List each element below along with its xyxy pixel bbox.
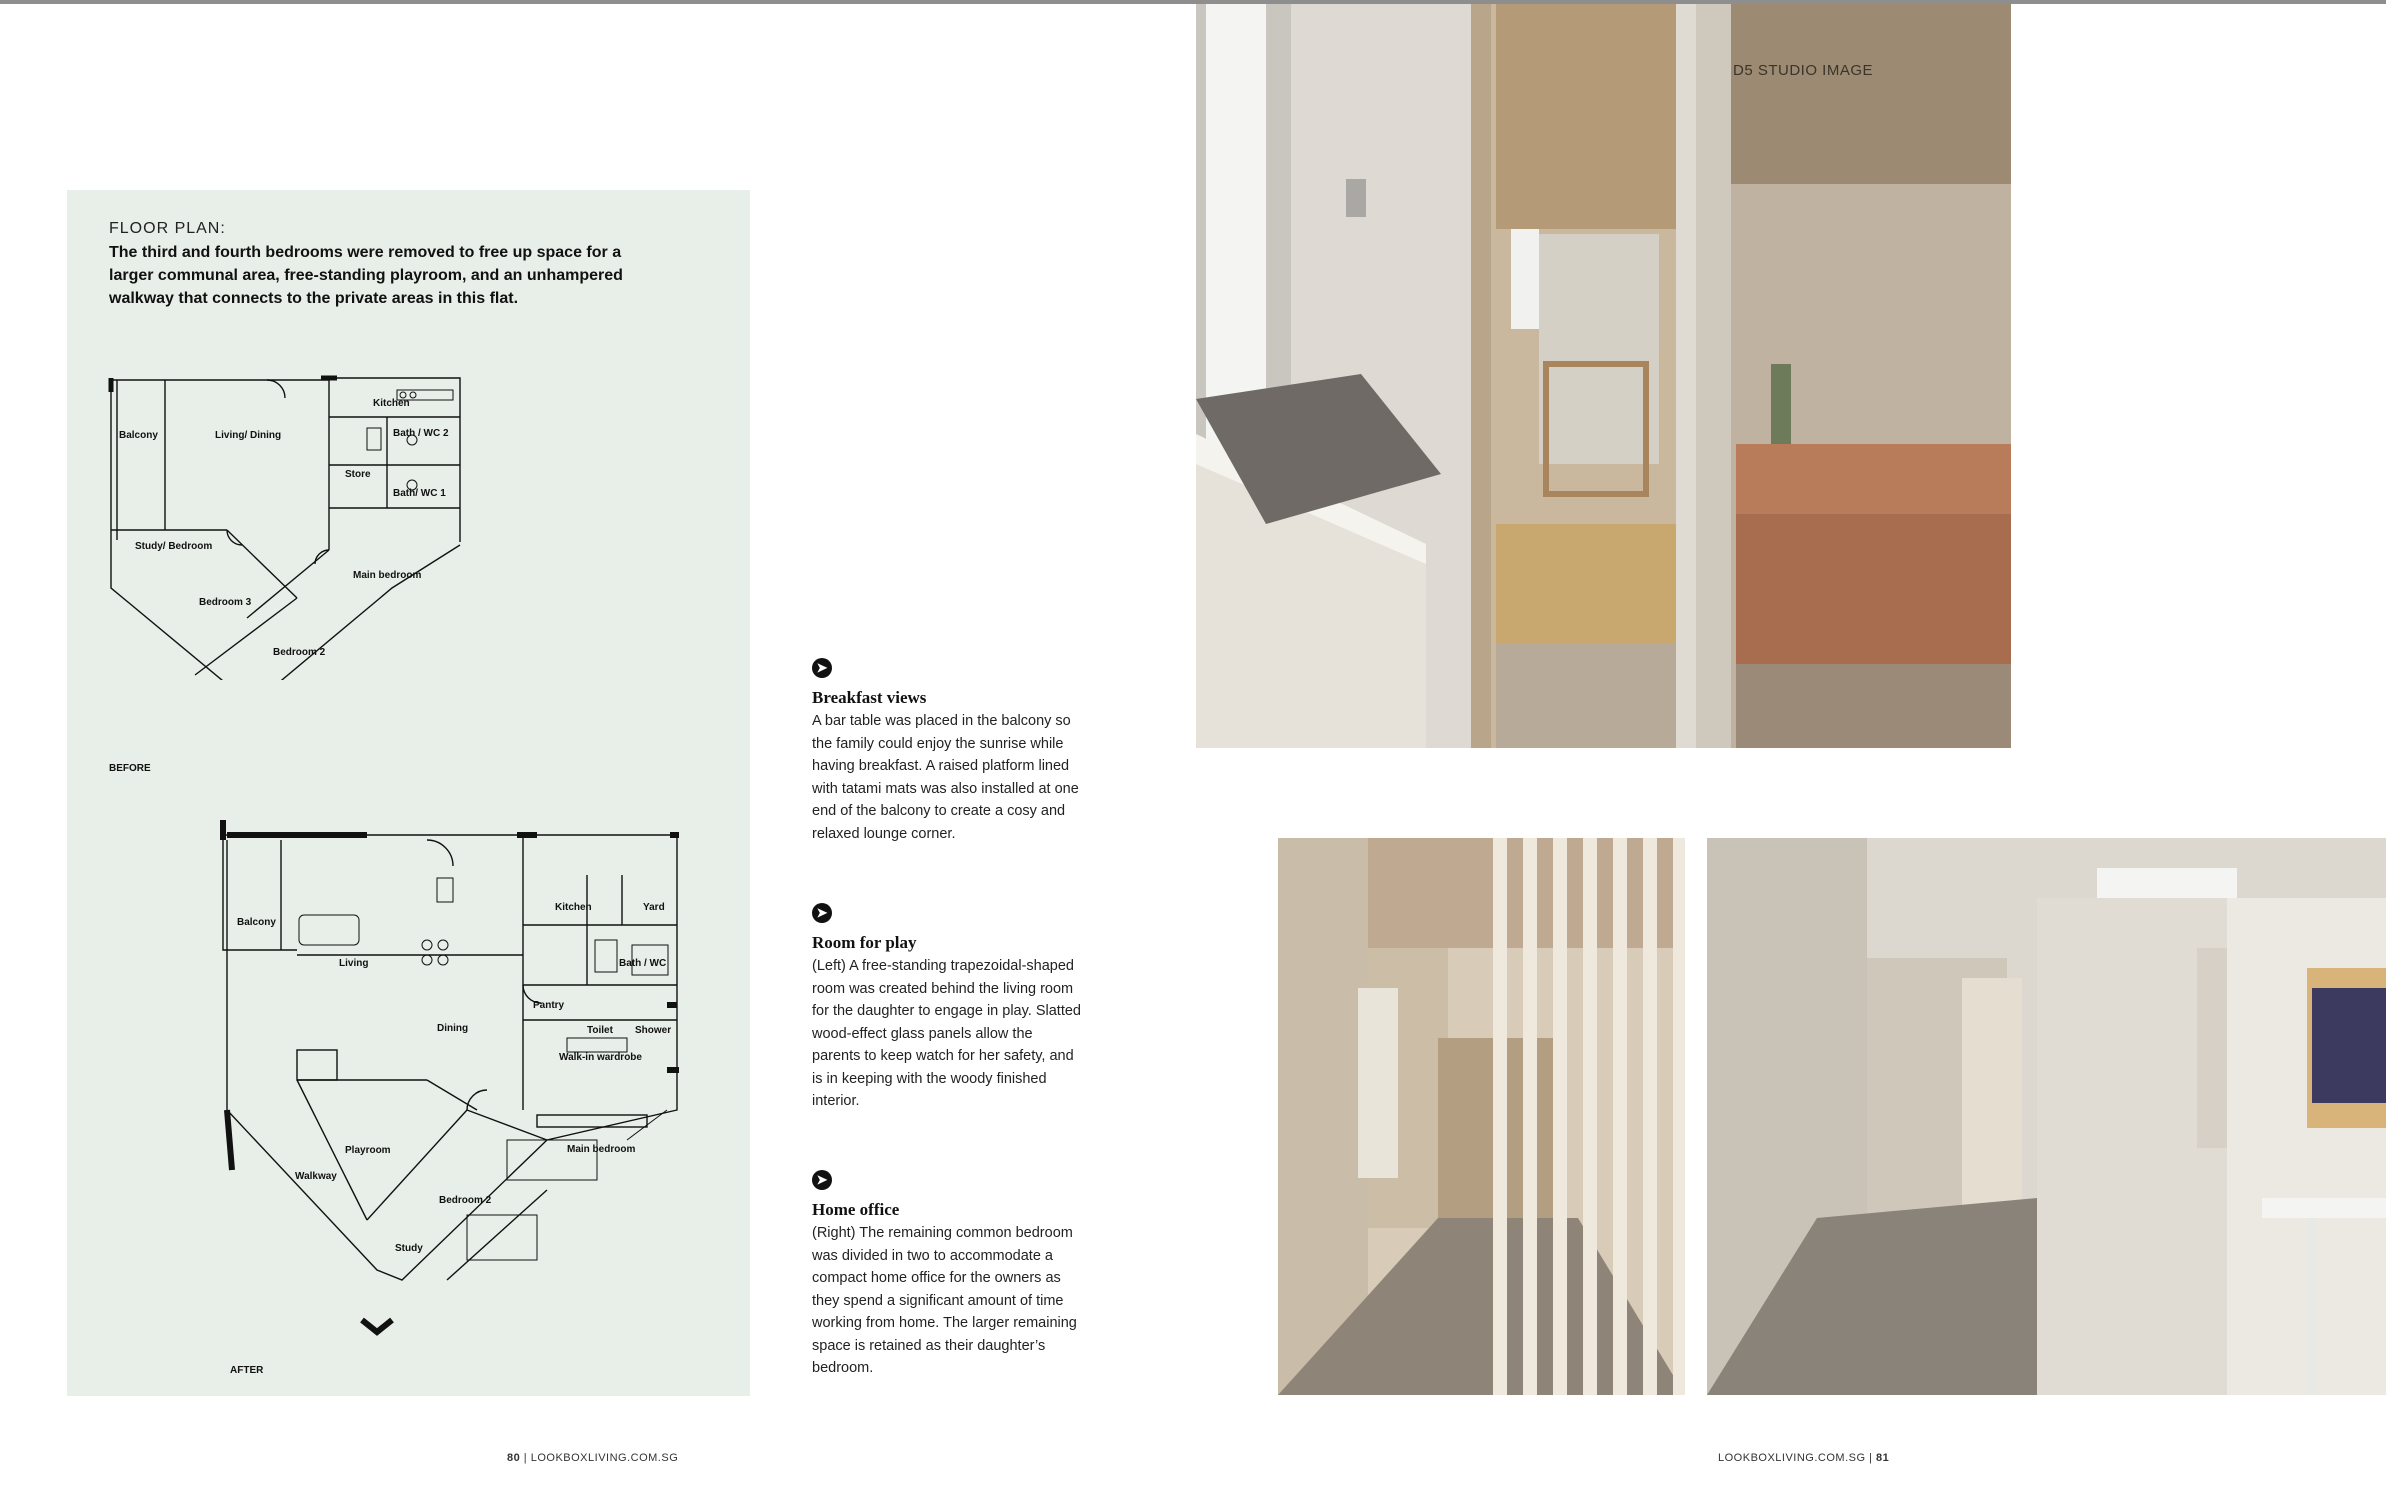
after-kitchen-label: Kitchen [555,902,592,913]
after-toilet-label: Toilet [587,1025,613,1036]
photo-balcony-living [1196,4,2386,748]
site-right: LOOKBOXLIVING.COM.SG | [1718,1452,1877,1464]
after-bedroom2-label: Bedroom 2 [439,1195,492,1206]
site-left: | LOOKBOXLIVING.COM.SG [520,1452,679,1464]
before-study-bedroom-label: Study/ Bedroom [135,541,213,552]
before-label: BEFORE [109,763,151,774]
after-label: AFTER [230,1365,264,1376]
after-pantry-label: Pantry [533,1000,565,1011]
section-body: A bar table was placed in the balcony so the family could enjoy the sunrise while having breakfast. A raised platform lined with tatami mats was also installed at one end of the balcony to create a cosy and relaxed lounge corner. [812,713,1079,842]
photo-credit: D5 STUDIO IMAGE [1733,62,1874,79]
after-yard-label: Yard [643,902,665,913]
after-main-bedroom-label: Main bedroom [567,1144,636,1155]
page-number-left: 80 [507,1452,521,1464]
after-walk-in-label: Walk-in wardrobe [559,1052,642,1063]
section-breakfast-views [812,658,1082,845]
after-bath-wc-label: Bath / WC [619,958,667,969]
after-floor-plan [67,810,750,1390]
after-walkway-label: Walkway [295,1171,337,1182]
section-body: (Right) The remaining common bedroom was divided in two to accommodate a compact home office for the owners as they spend a significant amount of time working from home. The larger remaining space is retained as their daughter’s bedroom. [812,1225,1077,1376]
photo-home-office [1707,838,2386,1395]
floor-plan-panel [67,190,750,1396]
floor-plan-description: The third and fourth bedrooms were removed to free up space for a larger communal area, free-standing playroom, and an unhampered walkway that connects to the private areas in this flat. [109,244,623,307]
section-title: Room for play [812,933,917,952]
before-store-label: Store [345,469,371,480]
before-living-dining-label: Living/ Dining [215,430,282,441]
section-home-office [812,1170,1082,1380]
floor-plan-heading: FLOOR PLAN: [109,220,226,237]
before-bath-wc1-label: Bath/ WC 1 [393,488,446,499]
after-shower-label: Shower [635,1025,672,1036]
circled-arrow-icon: ➤ [812,658,832,678]
folio-left [507,1452,678,1464]
circled-arrow-icon: ➤ [812,903,832,923]
after-balcony-label: Balcony [237,917,276,928]
after-dining-label: Dining [437,1023,469,1034]
before-balcony-label: Balcony [119,430,158,441]
section-room-for-play [812,903,1082,1113]
photo-playroom [1278,838,1685,1395]
folio-right [1718,1452,1889,1464]
before-bedroom3-label: Bedroom 3 [199,597,252,608]
before-bedroom2-label: Bedroom 2 [273,647,326,658]
section-title: Breakfast views [812,688,927,707]
section-body: (Left) A free-standing trapezoidal-shaped room was created behind the living room for the daughter to engage in play. Slatted wood-effect glass panels allow the parents to keep watch for her safety, and is in keeping with the woody finished interior. [812,958,1081,1109]
section-title: Home office [812,1200,900,1219]
circled-arrow-icon: ➤ [812,1170,832,1190]
after-study-label: Study [395,1243,423,1254]
after-playroom-label: Playroom [345,1145,391,1156]
before-main-bedroom-label: Main bedroom [353,570,422,581]
page-number-right: 81 [1876,1452,1890,1464]
after-living-label: Living [339,958,369,969]
before-bath-wc2-label: Bath / WC 2 [393,428,449,439]
before-kitchen-label: Kitchen [373,398,410,409]
before-floor-plan [67,340,750,680]
